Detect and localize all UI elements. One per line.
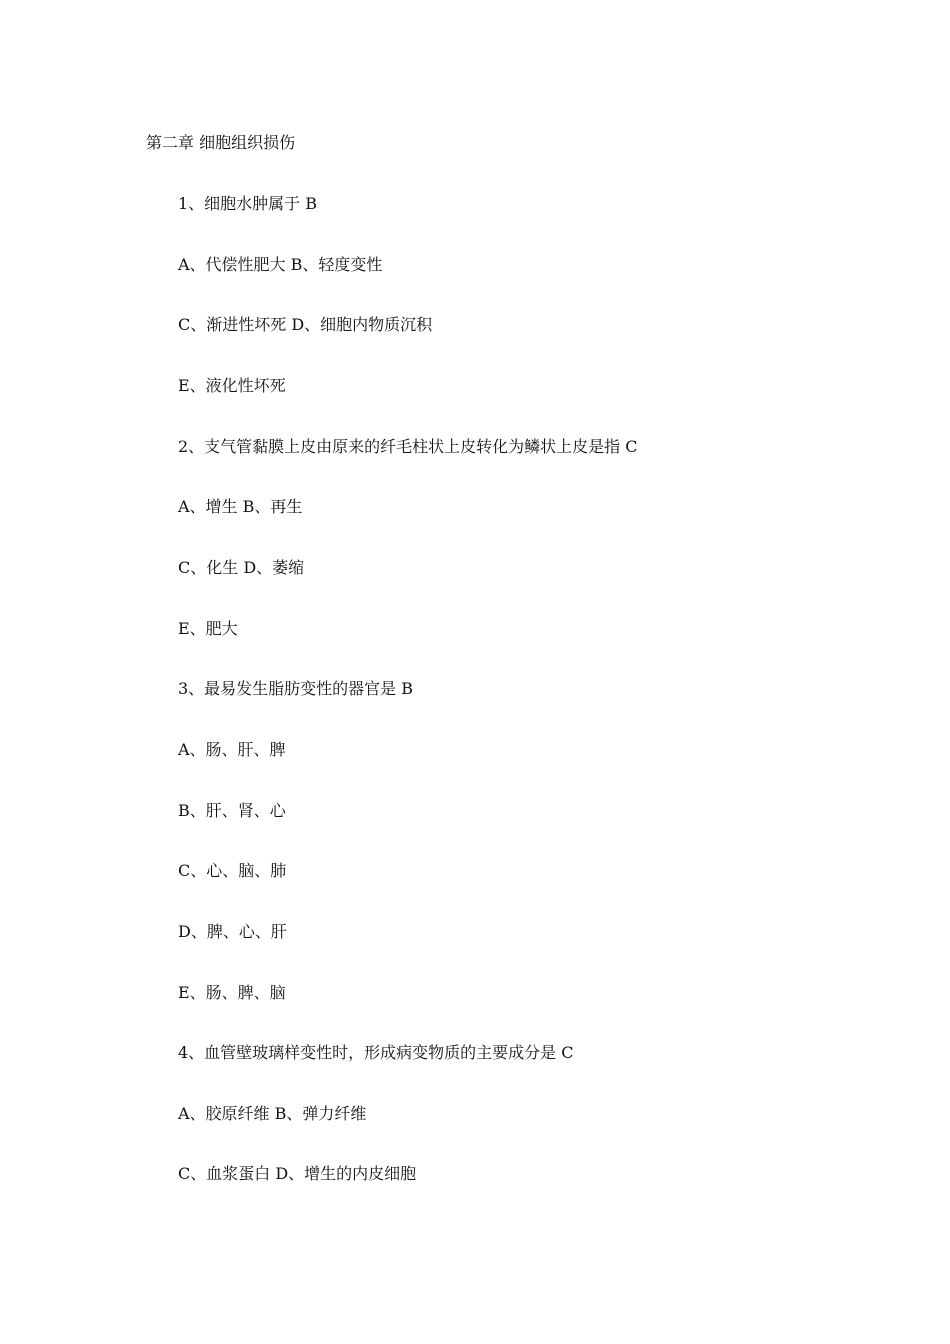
question-2-option-e: E、肥大 [178, 619, 238, 638]
question-4-options-cd: C、血浆蛋白 D、增生的内皮细胞 [178, 1164, 417, 1183]
question-3-option-c: C、心、脑、肺 [178, 861, 287, 880]
question-3-option-b: B、肝、肾、心 [178, 801, 286, 820]
question-2-options-cd: C、化生 D、萎缩 [178, 558, 305, 577]
question-3: 3、最易发生脂肪变性的器官是 B [178, 679, 414, 698]
question-2-options-ab: A、增生 B、再生 [178, 497, 303, 516]
question-3-option-a: A、肠、肝、脾 [178, 740, 286, 759]
question-1-options-ab: A、代偿性肥大 B、轻度变性 [178, 255, 383, 274]
question-3-option-e: E、肠、脾、脑 [178, 983, 286, 1002]
question-1: 1、细胞水肿属于 B [178, 194, 318, 213]
question-4: 4、血管壁玻璃样变性时，形成病变物质的主要成分是 C [178, 1043, 574, 1062]
question-1-option-e: E、液化性坏死 [178, 376, 286, 395]
question-4-options-ab: A、胶原纤维 B、弹力纤维 [178, 1104, 367, 1123]
question-3-option-d: D、脾、心、肝 [178, 922, 287, 941]
chapter-title: 第二章 细胞组织损伤 [146, 133, 296, 152]
question-1-options-cd: C、渐进性坏死 D、细胞内物质沉积 [178, 315, 433, 334]
question-2: 2、支气管黏膜上皮由原来的纤毛柱状上皮转化为鳞状上皮是指 C [178, 437, 638, 456]
